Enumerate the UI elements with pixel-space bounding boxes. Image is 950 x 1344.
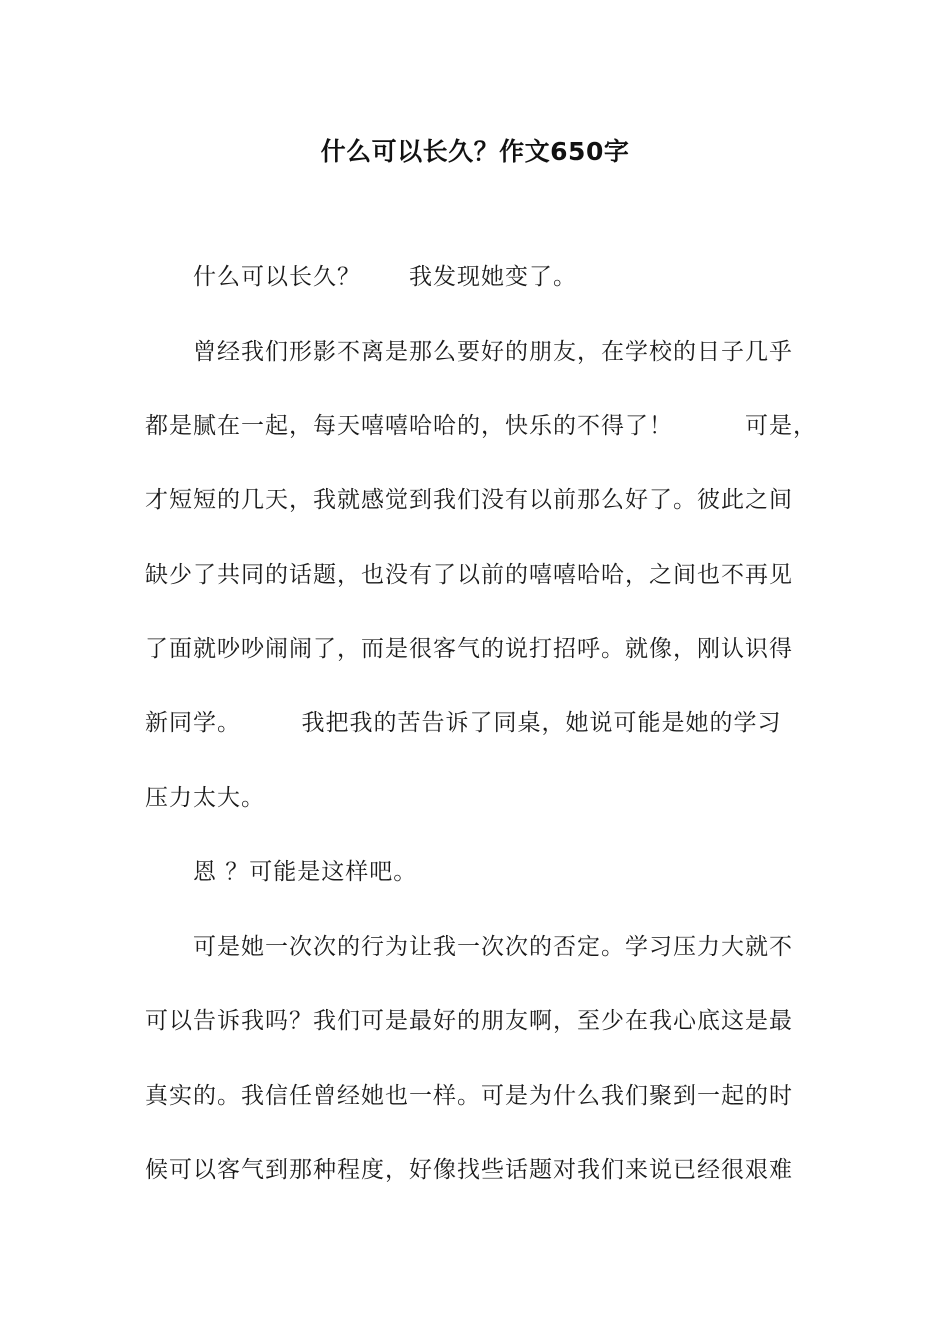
paragraph-line: 都是腻在一起，每天嘻嘻哈哈的，快乐的不得了！ 可是， [145,413,817,439]
paragraph-line: 真实的。我信任曾经她也一样。可是为什么我们聚到一起的时 [145,1083,793,1109]
paragraph-line: 曾经我们形影不离是那么要好的朋友，在学校的日子几乎 [193,339,793,365]
paragraph-line: 缺少了共同的话题，也没有了以前的嘻嘻哈哈，之间也不再见 [145,562,793,588]
paragraph-line: 新同学。 我把我的苦告诉了同桌，她说可能是她的学习 [145,710,782,736]
document-title: 什么可以长久？作文650字 [320,137,630,166]
paragraph-line: 了面就吵吵闹闹了，而是很客气的说打招呼。就像，刚认识得 [145,636,793,662]
paragraph-line: 可以告诉我吗？我们可是最好的朋友啊，至少在我心底这是最 [145,1008,793,1034]
paragraph-line: 压力太大。 [145,785,265,811]
paragraph-line: 候可以客气到那种程度，好像找些话题对我们来说已经很艰难 [145,1157,793,1183]
paragraph-line: 才短短的几天，我就感觉到我们没有以前那么好了。彼此之间 [145,487,793,513]
paragraph-line: 可是她一次次的行为让我一次次的否定。学习压力大就不 [193,934,793,960]
paragraph-line: 什么可以长久？ 我发现她变了。 [193,264,577,290]
paragraph-line: 恩 ？可能是这样吧。 [193,859,418,885]
